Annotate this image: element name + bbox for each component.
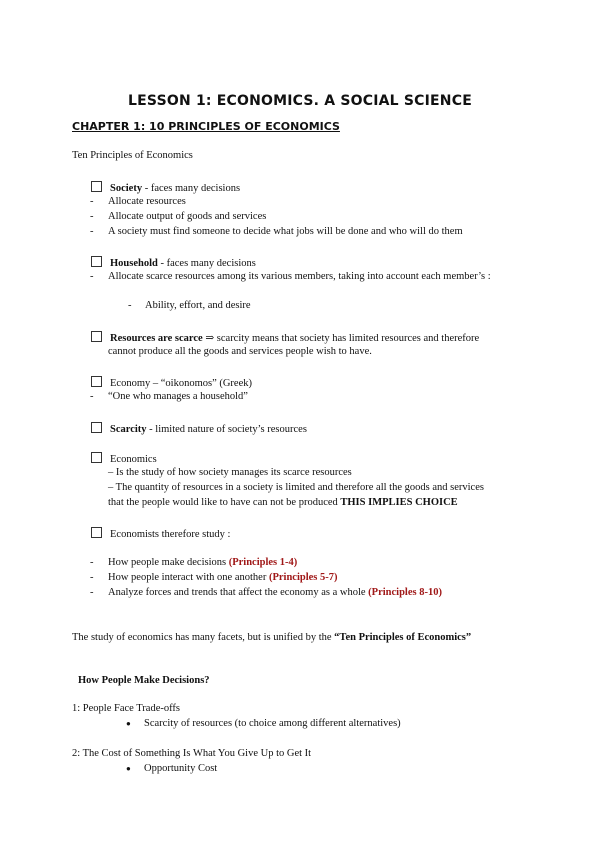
list-item — [0, 763, 600, 778]
list-item-text: Ability, effort, and desire — [145, 300, 251, 311]
checkbox[interactable] — [91, 331, 102, 342]
economics-line2: – The quantity of resources in a society is limited and therefore all the goods and services — [108, 482, 484, 493]
summary-text: The study of economics has many facets, but is unified by the — [72, 632, 335, 643]
dash-marker: - — [90, 196, 94, 207]
arrow-symbol: ⇒ — [202, 333, 217, 344]
choice-emphasis: THIS IMPLIES CHOICE — [340, 497, 458, 508]
list-item — [0, 572, 600, 587]
principle-title: 2: The Cost of Something Is What You Give Up to Get It — [72, 748, 312, 759]
list-item — [0, 300, 600, 315]
list-item — [0, 718, 600, 733]
dash-marker: - — [128, 300, 132, 311]
dash-marker: - — [90, 557, 94, 568]
resources-term: Resources are scarce — [110, 333, 203, 344]
list-item-text: “One who manages a household” — [108, 391, 248, 402]
intro-text: Ten Principles of Economics — [72, 150, 193, 161]
household-desc: - faces many decisions — [157, 258, 256, 269]
list-item-text: How people interact with one another (Principles 5-7) — [108, 572, 338, 583]
principle-ref: (Principles 8-10) — [368, 587, 442, 598]
economists-block — [91, 527, 230, 540]
checkbox[interactable] — [91, 527, 102, 538]
economics-label: Economics — [110, 454, 157, 465]
list-item-text: Allocate resources — [108, 196, 186, 207]
economics-line3 — [108, 497, 458, 508]
list-item-text: Analyze forces and trends that affect the economy as a whole (Principles 8-10) — [108, 587, 442, 598]
checkbox[interactable] — [91, 376, 102, 387]
principle-ref: (Principles 1-4) — [228, 557, 298, 568]
scarcity-block — [91, 422, 307, 435]
resources-line2: cannot produce all the goods and services people wish to have. — [108, 346, 372, 357]
section-heading: How People Make Decisions? — [78, 675, 210, 686]
summary-paragraph — [72, 632, 471, 643]
society-desc: - faces many decisions — [142, 183, 241, 194]
checkbox[interactable] — [91, 181, 102, 192]
resources-block — [91, 331, 479, 344]
checkbox[interactable] — [91, 422, 102, 433]
principle-ref: (Principles 5-7) — [268, 572, 338, 583]
economy-block — [91, 376, 252, 389]
list-item — [0, 587, 600, 602]
list-item — [0, 226, 600, 241]
dash-marker: - — [90, 226, 94, 237]
scarcity-desc: - limited nature of society’s resources — [146, 424, 307, 435]
list-item-text: Scarcity of resources (to choice among different alternatives) — [144, 718, 401, 729]
resources-line1: scarcity means that society has limited resources and therefore — [216, 333, 480, 344]
household-block — [91, 256, 256, 269]
list-item-text: How people make decisions (Principles 1-4) — [108, 557, 298, 568]
checkbox[interactable] — [91, 256, 102, 267]
economics-line1: – Is the study of how society manages its scarce resources — [108, 467, 352, 478]
list-item-text: A society must find someone to decide what jobs will be done and who will do them — [108, 226, 463, 237]
list-item-text: Opportunity Cost — [144, 763, 218, 774]
society-term: Society — [110, 183, 143, 194]
dash-marker: - — [90, 211, 94, 222]
economics-line3-text: that the people would like to have can not be produced — [108, 497, 341, 508]
list-item — [0, 557, 600, 572]
economists-label: Economists therefore study : — [110, 529, 231, 540]
principle-title: 1: People Face Trade-offs — [72, 703, 180, 714]
checkbox[interactable] — [91, 452, 102, 463]
bullet-icon: ● — [126, 764, 131, 773]
chapter-heading: CHAPTER 1: 10 PRINCIPLES OF ECONOMICS — [72, 120, 340, 133]
list-item — [0, 391, 600, 406]
list-item — [0, 211, 600, 226]
page-title: LESSON 1: ECONOMICS. A SOCIAL SCIENCE — [128, 93, 472, 109]
dash-marker: - — [90, 271, 94, 282]
society-block — [91, 181, 240, 194]
list-item — [0, 271, 600, 286]
household-term: Household — [110, 258, 158, 269]
summary-emphasis: “Ten Principles of Economics” — [334, 632, 472, 643]
scarcity-term: Scarcity — [110, 424, 147, 435]
economics-block — [91, 452, 157, 465]
dash-marker: - — [90, 587, 94, 598]
list-item — [0, 196, 600, 211]
list-item-text: Allocate output of goods and services — [108, 211, 267, 222]
economy-text: Economy – “oikonomos” (Greek) — [110, 378, 253, 389]
list-item-text: Allocate scarce resources among its various members, taking into account each member’s : — [108, 271, 491, 282]
bullet-icon: ● — [126, 719, 131, 728]
dash-marker: - — [90, 572, 94, 583]
dash-marker: - — [90, 391, 94, 402]
